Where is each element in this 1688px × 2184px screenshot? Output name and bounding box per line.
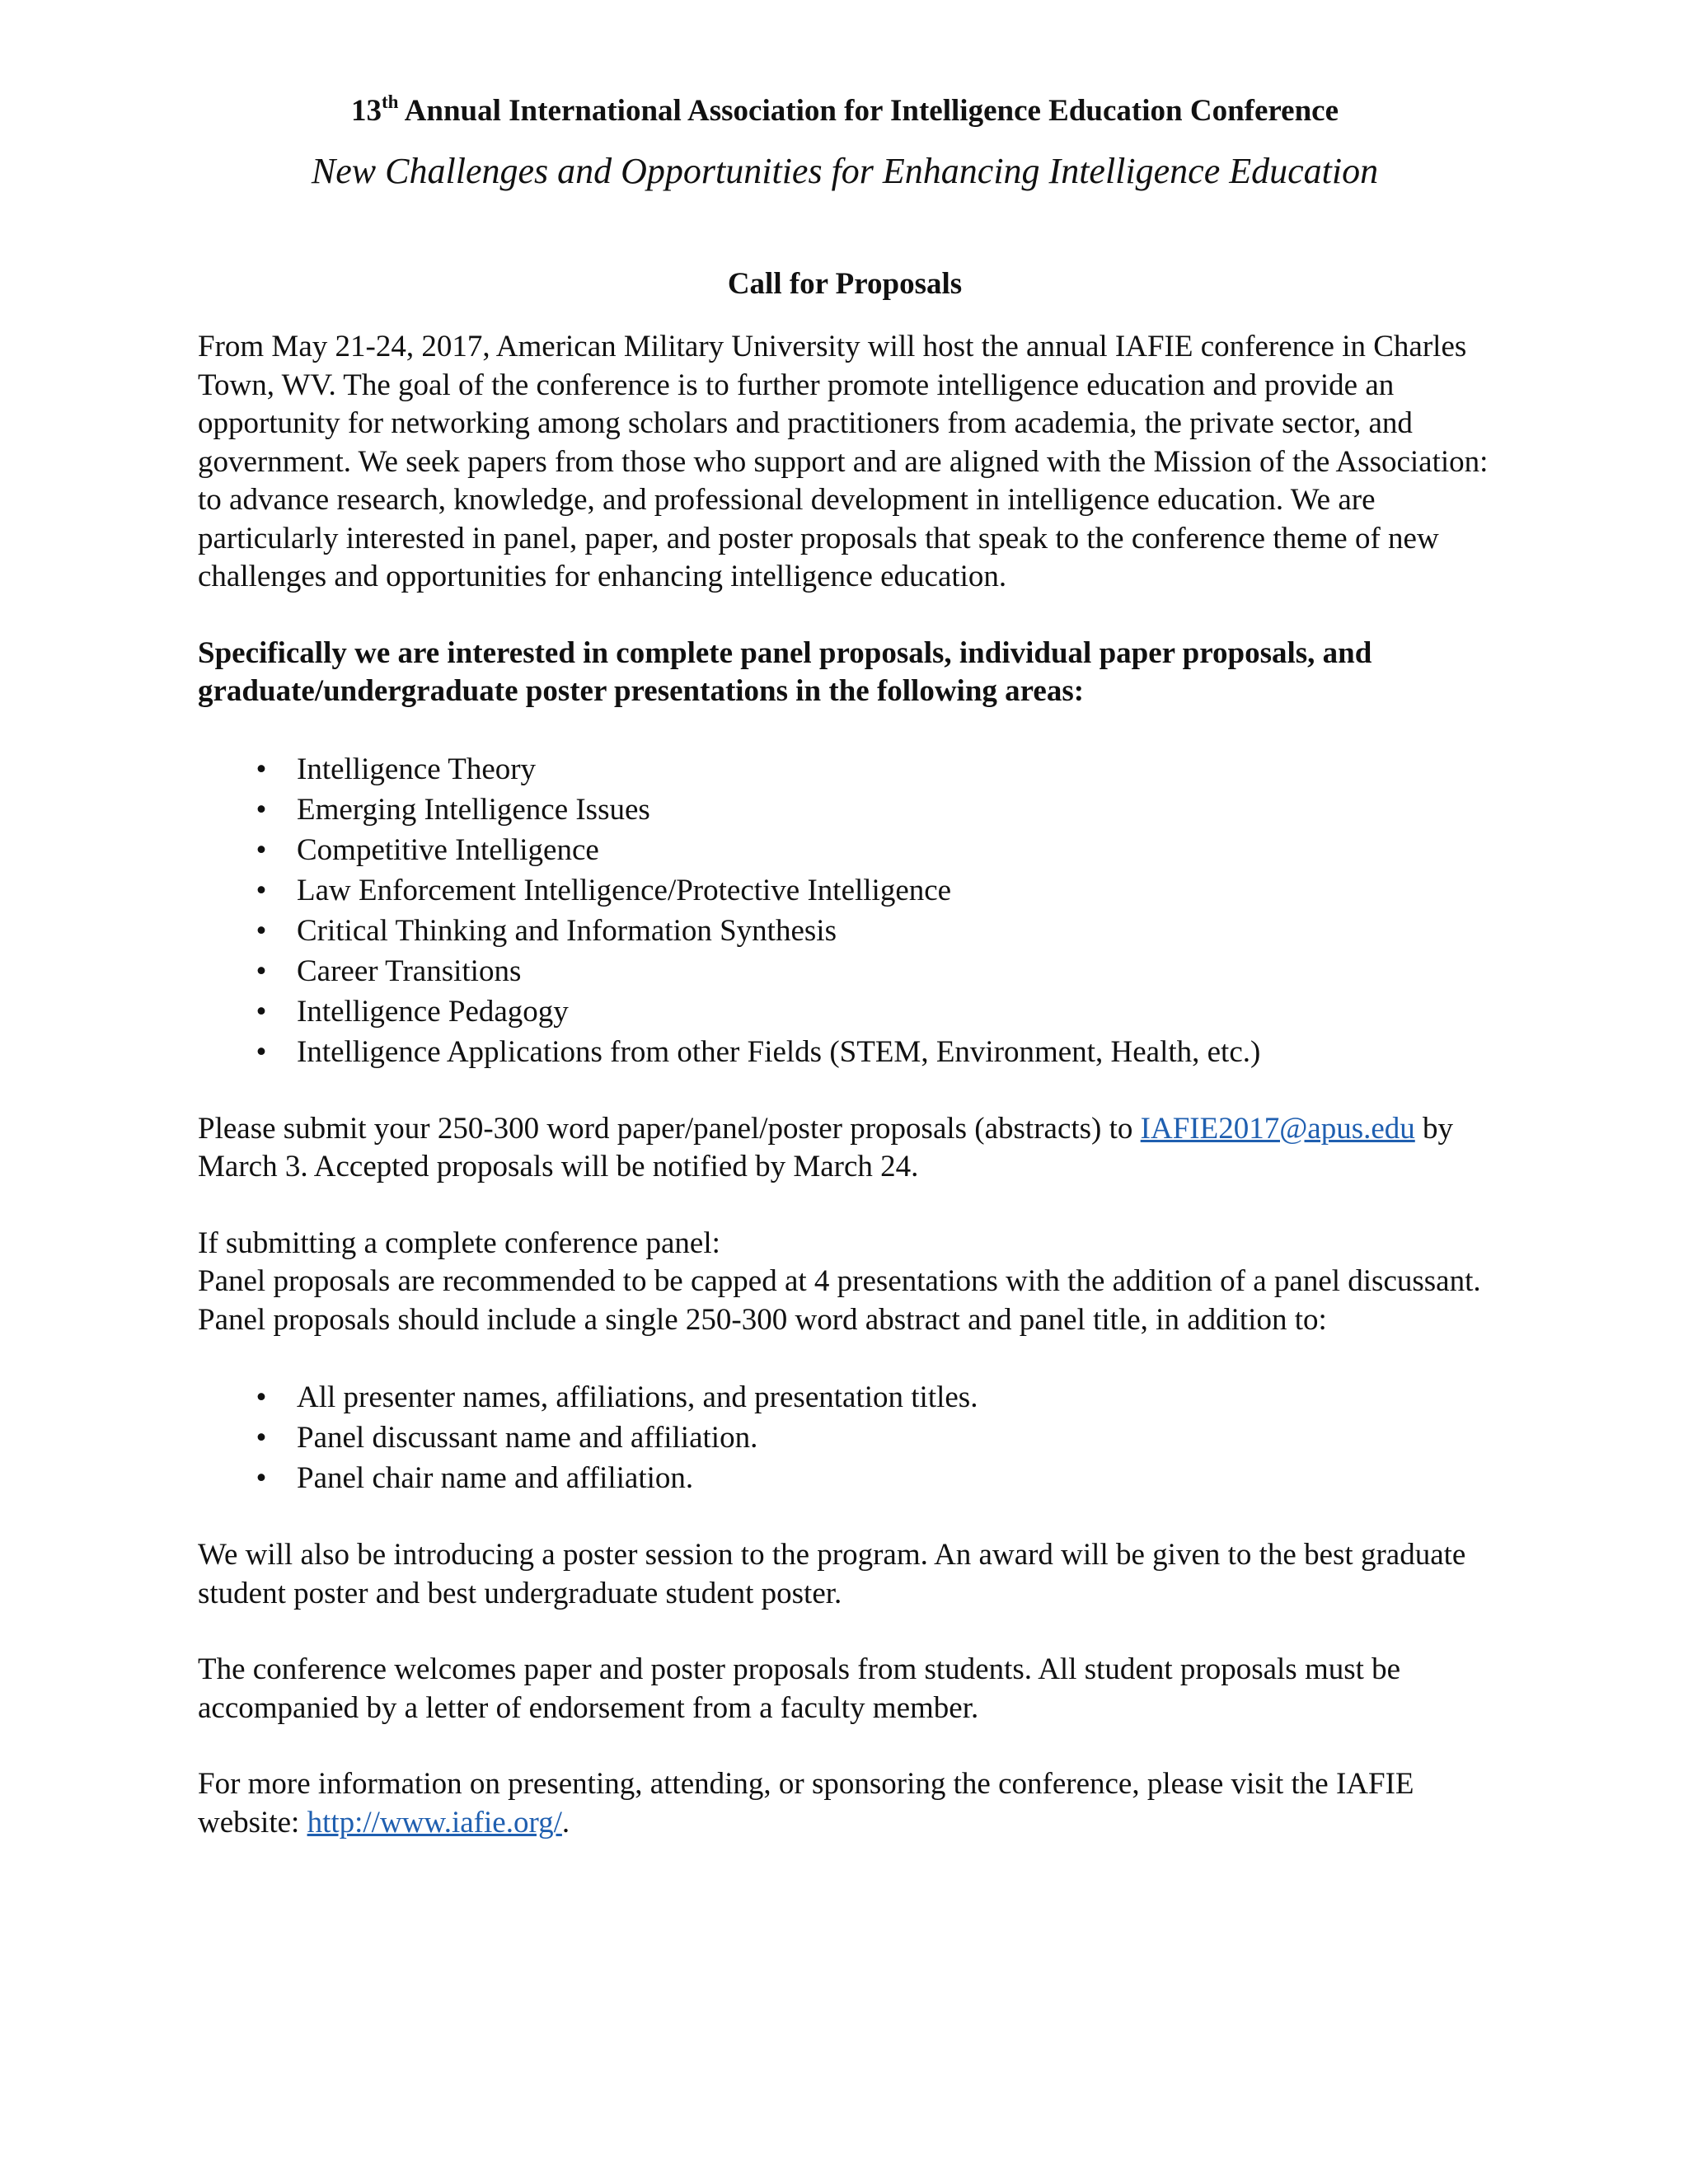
list-item — [198, 1377, 1508, 1418]
list-item — [198, 1458, 1508, 1498]
list-item — [198, 911, 1508, 951]
panel-requirements-list — [198, 1377, 1508, 1498]
panel-intro-line: If submitting a complete conference panel: — [198, 1226, 720, 1260]
list-item — [198, 830, 1508, 870]
bullet-icon: • — [256, 1034, 267, 1069]
title-rest: Annual International Association for Intelligence Education Conference — [398, 94, 1339, 128]
more-info-paragraph — [198, 1765, 1508, 1842]
bullet-icon: • — [256, 873, 267, 907]
list-item — [198, 790, 1508, 830]
requirement-label: Panel discussant name and affiliation. — [297, 1421, 758, 1455]
bullet-icon: • — [256, 1380, 267, 1414]
bullet-icon: • — [256, 1461, 267, 1495]
area-label: Career Transitions — [297, 954, 522, 988]
more-info-text: For more information on presenting, attending, or sponsoring the conference, please visit the IAFIE website: — [198, 1767, 1414, 1840]
call-for-proposals-heading: Call for Proposals — [727, 267, 963, 301]
poster-paragraph: We will also be introducing a poster session to the program. An award will be given to the best graduate student poster and best undergraduate student poster. — [198, 1538, 1466, 1610]
requirement-label: Panel chair name and affiliation. — [297, 1461, 694, 1495]
bullet-icon: • — [256, 913, 267, 948]
list-item — [198, 1418, 1508, 1458]
area-label: Critical Thinking and Information Synthesis — [297, 913, 837, 948]
bullet-icon: • — [256, 1421, 267, 1455]
title-superscript: th — [382, 91, 399, 112]
area-label: Intelligence Applications from other Fields (STEM, Environment, Health, etc.) — [297, 1034, 1261, 1069]
submission-text: Please submit your 250-300 word paper/panel/poster proposals (abstracts) to — [198, 1111, 1141, 1146]
intro-paragraph: From May 21-24, 2017, American Military University will host the annual IAFIE conference in Charles Town, WV. The goal of the conference is to further promote intelligence education and provide an opportunity for networking among scholars and practitioners from academia, the private sector, and government. We seek papers from those who support and are aligned with the Mission of the Association: to advance research, knowledge, and professional development in intelligence education. We are particularly interested in panel, paper, and poster proposals that speak to the conference theme of new challenges and opportunities for enhancing intelligence education. — [198, 330, 1489, 593]
area-label: Emerging Intelligence Issues — [297, 792, 650, 827]
conference-title — [198, 92, 1492, 130]
area-label: Intelligence Theory — [297, 752, 537, 786]
conference-subtitle: New Challenges and Opportunities for Enhancing Intelligence Education — [311, 151, 1379, 191]
submission-deadline-text: by March 3. Accepted proposals will be notified by March 24. — [198, 1111, 1454, 1183]
panel-description: Panel proposals are recommended to be capped at 4 presentations with the addition of a panel discussant. Panel proposals should include a single 250-300 word abstract and panel title, in addition to: — [198, 1264, 1481, 1337]
bullet-icon: • — [256, 792, 267, 827]
list-item — [198, 951, 1508, 991]
areas-heading: Specifically we are interested in complete panel proposals, individual paper proposals, and graduate/undergraduate poster presentations in the following areas: — [198, 635, 1372, 708]
area-label: Intelligence Pedagogy — [297, 994, 569, 1029]
bullet-icon: • — [256, 752, 267, 786]
requirement-label: All presenter names, affiliations, and presentation titles. — [297, 1380, 978, 1414]
submission-email-link[interactable]: IAFIE2017@apus.edu — [1140, 1111, 1415, 1146]
bullet-icon: • — [256, 994, 267, 1029]
list-item — [198, 1032, 1508, 1072]
submission-paragraph — [198, 1110, 1508, 1187]
list-item — [198, 991, 1508, 1032]
area-label: Law Enforcement Intelligence/Protective Intelligence — [297, 873, 952, 907]
more-info-period: . — [561, 1805, 570, 1840]
areas-list — [198, 749, 1508, 1072]
bullet-icon: • — [256, 832, 267, 867]
website-link[interactable]: http://www.iafie.org/ — [307, 1805, 562, 1840]
document-body — [198, 92, 1508, 1880]
area-label: Competitive Intelligence — [297, 832, 599, 867]
students-paragraph: The conference welcomes paper and poster proposals from students. All student proposals must be accompanied by a letter of endorsement from a faculty member. — [198, 1652, 1401, 1725]
bullet-icon: • — [256, 954, 267, 988]
list-item — [198, 870, 1508, 911]
title-number: 13 — [351, 94, 382, 128]
list-item — [198, 749, 1508, 790]
